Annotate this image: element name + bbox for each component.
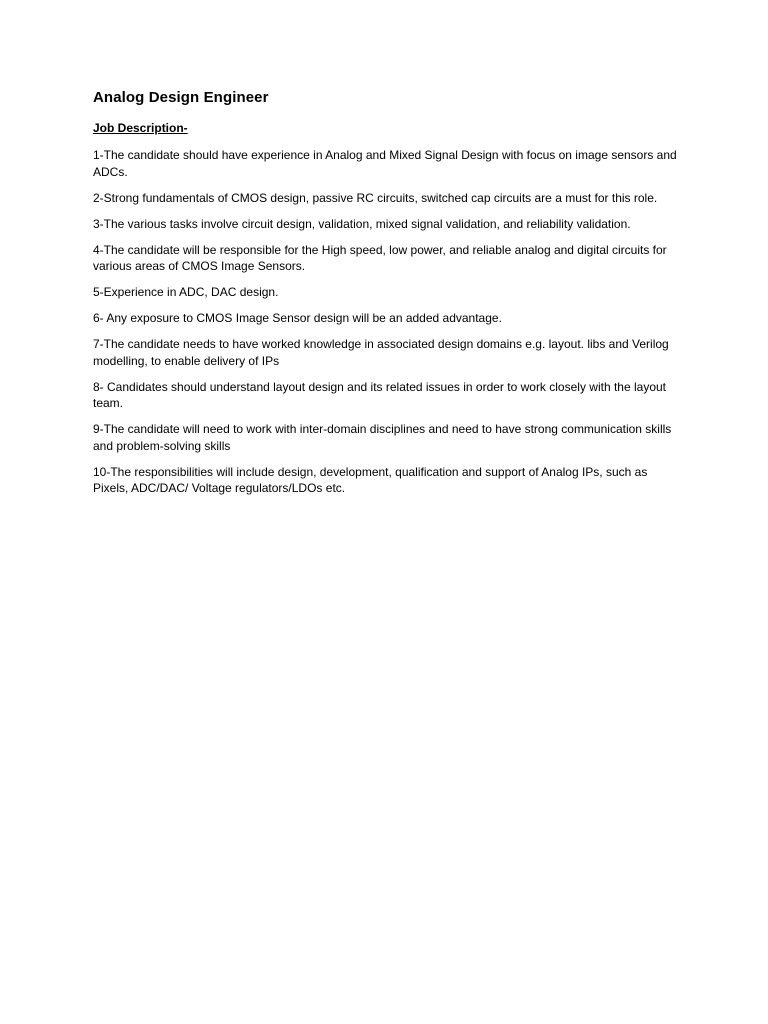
document-title: Analog Design Engineer (93, 89, 269, 106)
requirement-item-9: 9-The candidate will need to work with inter-domain disciplines and need to have strong communication skills and problem-solving skills (93, 422, 672, 453)
requirements-list (93, 147, 683, 497)
requirement-item-10: 10-The responsibilities will include design, development, qualification and support of Analog IPs, such as Pixels, ADC/DAC/ Voltage regulators/LDOs etc. (93, 464, 648, 495)
requirement-item-4: 4-The candidate will be responsible for the High speed, low power, and reliable analog and digital circuits for various areas of CMOS Image Sensors. (93, 242, 667, 273)
requirement-item-8: 8- Candidates should understand layout design and its related issues in order to work closely with the layout team. (93, 379, 666, 410)
requirement-item-3: 3-The various tasks involve circuit design, validation, mixed signal validation, and reliability validation. (93, 216, 631, 231)
requirement-item-1: 1-The candidate should have experience in Analog and Mixed Signal Design with focus on image sensors and ADCs. (93, 148, 677, 179)
document-page (93, 88, 683, 506)
job-description-heading: Job Description- (93, 121, 188, 135)
requirement-item-6: 6- Any exposure to CMOS Image Sensor design will be an added advantage. (93, 311, 502, 325)
requirement-item-2: 2-Strong fundamentals of CMOS design, passive RC circuits, switched cap circuits are a must for this role. (93, 190, 658, 205)
requirement-item-7: 7-The candidate needs to have worked knowledge in associated design domains e.g. layout. libs and Verilog modelling, to enable delivery of IPs (93, 337, 669, 368)
requirement-item-5: 5-Experience in ADC, DAC design. (93, 285, 279, 299)
